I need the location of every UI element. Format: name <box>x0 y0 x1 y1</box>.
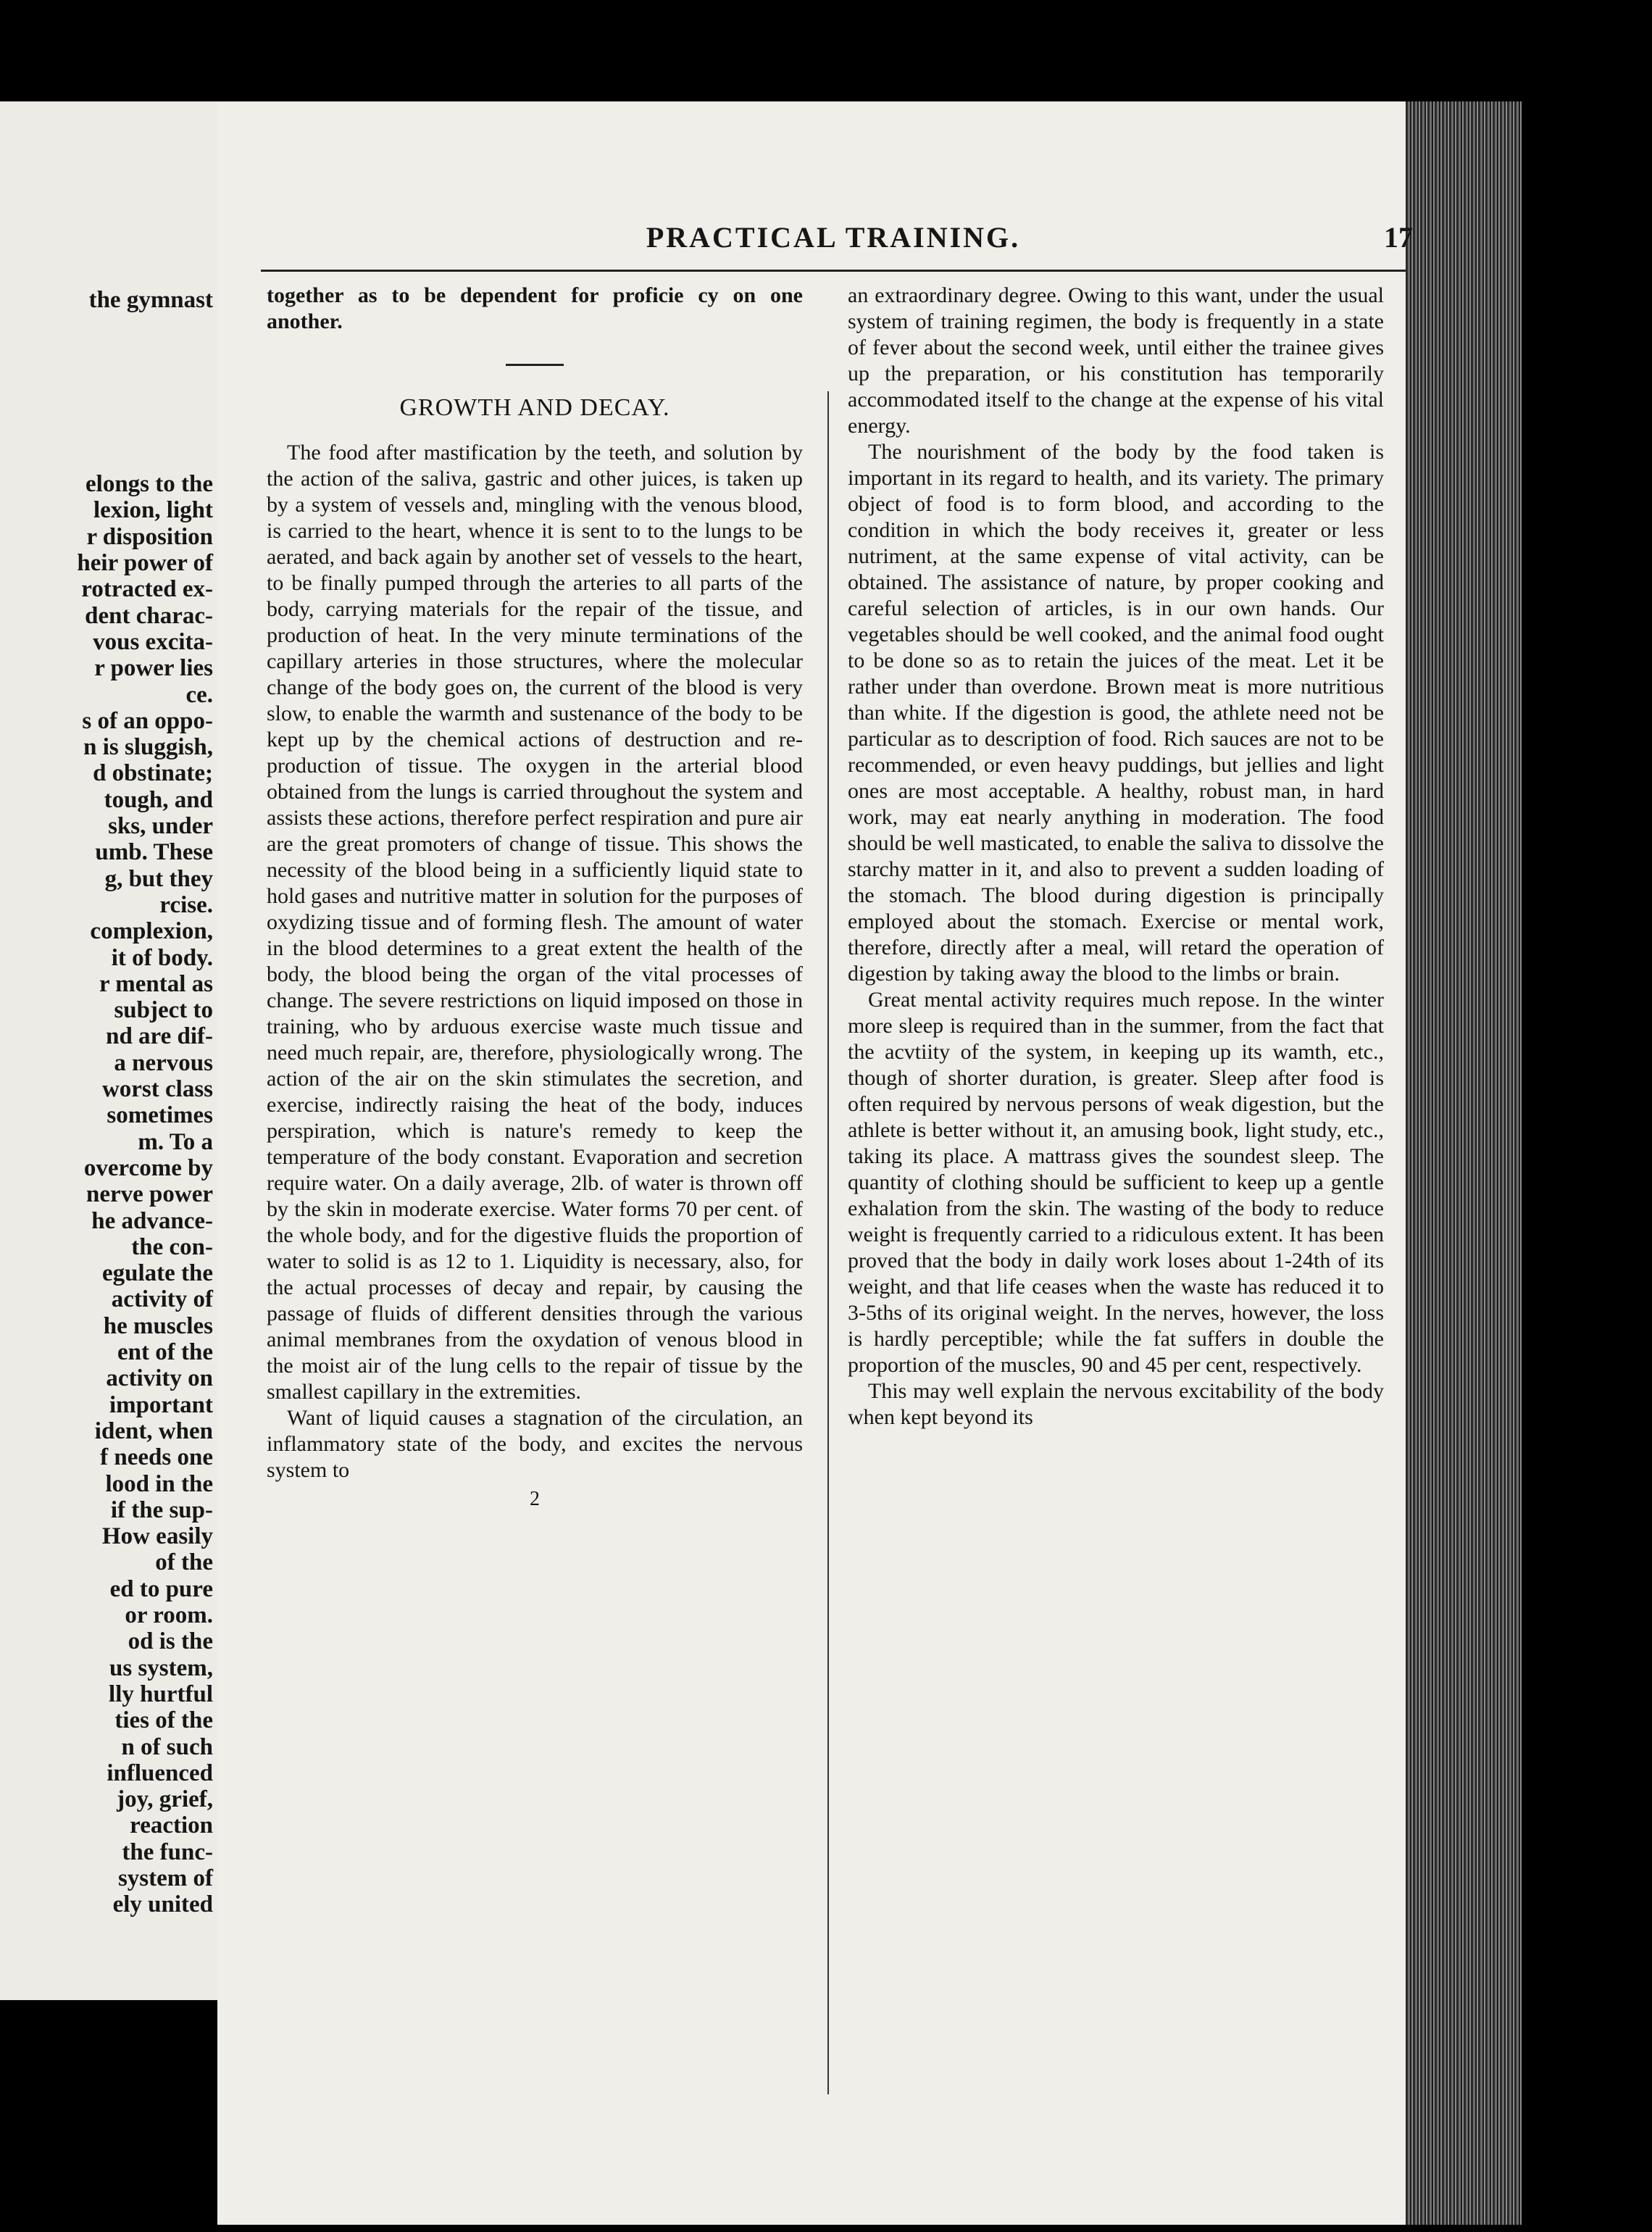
facing-page-line: system of <box>117 1865 213 1891</box>
book-page <box>217 101 1522 2225</box>
facing-page-line: egulate the <box>101 1260 213 1287</box>
page-binding-edge <box>1406 101 1522 2225</box>
facing-page-line: a nervous <box>114 1049 213 1076</box>
facing-page-line: subject to <box>114 997 213 1024</box>
facing-page-line: overcome by <box>83 1154 213 1181</box>
facing-page-line: influenced <box>107 1760 213 1786</box>
facing-page-line: the con- <box>131 1233 213 1260</box>
facing-page-line: vous excita- <box>93 628 213 655</box>
facing-page-line: rcise. <box>159 891 213 918</box>
running-title: PRACTICAL TRAINING. <box>646 221 1021 254</box>
facing-page-line: he muscles <box>103 1312 213 1339</box>
facing-page-line: it of body. <box>111 944 213 971</box>
facing-page-line: od is the <box>128 1628 213 1655</box>
facing-page-line: or room. <box>125 1602 213 1628</box>
facing-page-line: n of such <box>121 1733 213 1760</box>
facing-page-line: worst class <box>101 1076 213 1102</box>
facing-page-line: r mental as <box>99 970 213 997</box>
facing-page-line: of the <box>155 1549 213 1576</box>
paragraph: Want of liquid causes a stagnation of the circulation, an inflammatory state of the body, and excites the nervous system to <box>267 1406 803 1482</box>
facing-page-line: nerve power <box>85 1181 213 1208</box>
facing-page-line: lood in the <box>105 1470 213 1497</box>
right-column <box>848 283 1384 1431</box>
facing-page-line: How easily <box>101 1523 213 1550</box>
facing-page-line: s of an oppo- <box>82 707 213 734</box>
paragraph: The nourishment of the body by the food taken is important in its regard to health, and its variety. The primary object of food is to form blood, and according to the condition in which the body receives it, greater or less nutriment, at the same expense of vital activity, can be obtained. The assistance of nature, by proper cooking and careful selection of articles, is in our own hands. Our vegetables should be well cooked, and the animal food ought to be done so as to retain the juices of the meat. Let it be rather under than overdone. Brown meat is more nutritious than white. If the digestion is good, the athlete need not be particular as to description of food. Rich sauces are not to be recommended, or even heavy puddings, but jellies and light ones are most acceptable. A healthy, robust man, in hard work, may eat nearly anything in moderation. The food should be well masticated, to enable the saliva to dissolve the starchy matter in it, and also to prevent a sudden loading of the stomach. The blood during digestion is principally employed about the stomach. Exercise or mental work, therefore, directly after a meal, will retard the operation of digestion by taking away the blood to the limbs or brain. <box>848 440 1384 986</box>
facing-page-line: umb. These <box>95 839 213 866</box>
facing-page-fragment <box>0 101 222 2000</box>
facing-page-line: activity on <box>106 1365 213 1392</box>
facing-page-line: us system, <box>109 1654 213 1681</box>
facing-page-line: if the sup- <box>110 1496 213 1523</box>
facing-page-line: sometimes <box>107 1102 213 1129</box>
signature-mark: 2 <box>530 1488 540 1510</box>
facing-page-line: rotracted ex- <box>81 576 213 603</box>
facing-page-line: dent charac- <box>85 602 213 629</box>
facing-page-line: lly hurtful <box>109 1681 213 1707</box>
facing-page-line: important <box>109 1391 213 1418</box>
facing-page-line: joy, grief, <box>117 1786 213 1813</box>
facing-page-line: ties of the <box>114 1707 213 1734</box>
facing-page-line: r power lies <box>94 655 213 682</box>
facing-page-line: ident, when <box>94 1417 213 1444</box>
continuation-text: together as to be dependent for proficie cy on one another. <box>267 283 803 333</box>
facing-page-line: nd are dif- <box>106 1023 213 1050</box>
facing-page-line: lexion, light <box>93 497 213 524</box>
section-heading: GROWTH AND DECAY. <box>399 394 670 421</box>
column-divider <box>827 391 829 2094</box>
paragraph: an extraordinary degree. Owing to this want, under the usual system of training regimen, the body is frequently in a state of fever about the second week, until either the trainee gives up the preparation, or his constitution has temporarily accommodated itself to the change at the expense of his vital energy. <box>848 283 1384 438</box>
paragraph: Great mental activity requires much repose. In the winter more sleep is required than in the summer, from the fact that the acvtiity of the system, in keeping up its wamth, etc., though of shorter duration, is greater. Sleep after food is often required by nervous persons of weak digestion, but the athlete is better without it, an amusing book, light study, etc., taking its place. A mattrass gives the soundest sleep. The quantity of clothing should be sufficient to keep up a gentle exhalation from the skin. The wasting of the body to reduce weight is frequently carried to a ridiculous extent. It has been proved that the body in daily work loses about 1-24th of its weight, and that life ceases when the waste has reduced it to 3-5ths of its original weight. In the nerves, however, the loss is hardly perceptible; while the fat suffers in double the proportion of the muscles, 90 and 45 per cent, respectively. <box>848 988 1384 1377</box>
facing-page-line: tough, and <box>104 786 213 813</box>
facing-page-line: n is sluggish, <box>83 734 213 761</box>
running-header <box>261 220 1413 271</box>
page-number: 17 <box>1384 221 1413 254</box>
facing-page-line: reaction <box>130 1812 213 1839</box>
facing-page-line: d obstinate; <box>93 760 213 787</box>
facing-page-line: heir power of <box>77 550 213 576</box>
paragraph: The food after mastification by the teeth, and solution by the action of the saliva, gastric and other juices, is taken up by a system of vessels and, mingling with the venous blood, is carried to the heart, whence it is sent to to the lungs to be aerated, and back again by another set of vessels to the heart, to be finally pumped through the arteries to all parts of the body, carrying materials for the repair of the tissue, and production of heat. In the very minute terminations of the capillary arteries in those structures, where the molecular change of the body goes on, the current of the blood is very slow, to enable the warmth and sustenance of the body to be kept up by the chemical actions of destruction and re-production of tissue. The oxygen in the arterial blood obtained from the lungs is carried throughout the system and assists these actions, therefore perfect respiration and pure air are the great promoters of change of tissue. This shows the necessity of the blood being in a sufficiently liquid state to hold gases and nutritive matter in solution for the purposes of oxydizing tissue and of forming flesh. The amount of water in the blood determines to a great extent the health of the body, the blood being the organ of the vital processes of change. The severe restrictions on liquid imposed on those in training, who by arduous exercise waste much tissue and need much repair, are, therefore, physiologically wrong. The action of the air on the skin stimulates the secretion, and exercise, indirectly raising the heat of the body, induces perspiration, which is nature's remedy to keep the temperature of the body constant. Evaporation and secretion require water. On a daily average, 2lb. of water is thrown off by the skin in moderate exercise. Water forms 70 per cent. of the whole body, and for the digestive fluids the proportion of water to solid is as 12 to 1. Liquidity is necessary, also, for the actual processes of decay and repair, by causing the passage of fluids of different densities through the various animal membranes from the oxydation of venous blood in the moist air of the lung cells to the repair of tissue by the smallest capillary in the extremities. <box>267 441 803 1404</box>
facing-page-line: he advance- <box>91 1207 213 1234</box>
facing-page-line: elongs to the <box>85 471 213 498</box>
left-column <box>267 283 803 1512</box>
facing-page-line: ed to pure <box>109 1575 213 1602</box>
paragraph: This may well explain the nervous excitability of the body when kept beyond its <box>848 1379 1384 1429</box>
facing-page-line: g, but they <box>104 865 213 892</box>
facing-page-line: activity of <box>111 1286 213 1313</box>
facing-page-line: f needs one <box>100 1444 213 1471</box>
header-rule <box>261 270 1406 272</box>
facing-page-line: complexion, <box>90 918 213 945</box>
facing-page-line: the gymnast <box>88 287 213 313</box>
facing-page-line: ent of the <box>117 1339 213 1365</box>
facing-page-line: m. To a <box>138 1128 213 1155</box>
section-divider <box>506 364 564 366</box>
facing-page-line: sks, under <box>108 813 213 839</box>
facing-page-line: the func- <box>122 1839 213 1865</box>
facing-page-line: ely united <box>112 1891 213 1918</box>
facing-page-line: r disposition <box>86 523 213 550</box>
facing-page-line: ce. <box>185 681 213 708</box>
